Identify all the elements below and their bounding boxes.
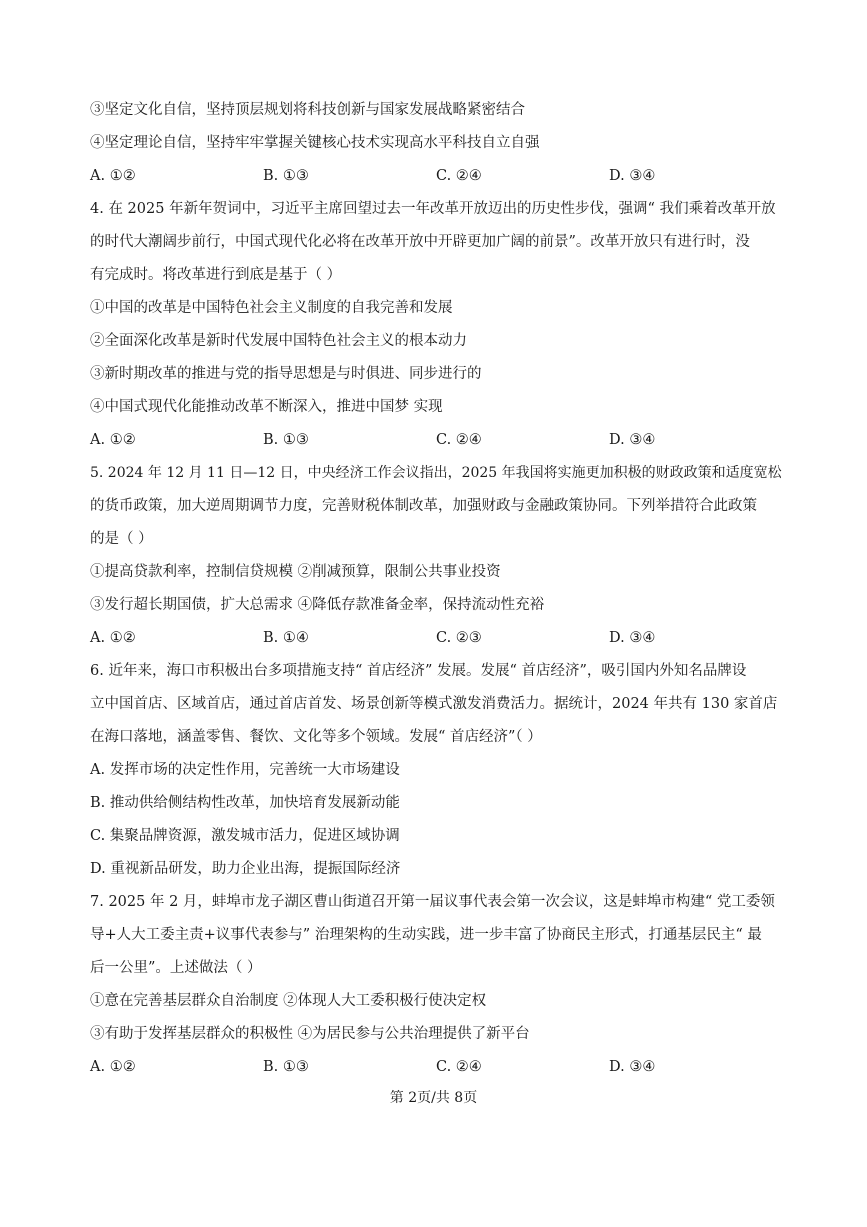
q3-item-4: ④坚定理论自信，坚持牢牢掌握关键核心技术实现高水平科技自立自强 [90, 135, 540, 151]
q7-option-b: B. ①③ [263, 1059, 309, 1075]
q6-choice-c: C. 集聚品牌资源，激发城市活力，促进区域协调 [90, 828, 400, 844]
q5-option-d: D. ③④ [609, 630, 656, 646]
q3-options [90, 166, 790, 186]
q5-items-line-2: ③发行超长期国债，扩大总需求 ④降低存款准备金率，保持流动性充裕 [90, 597, 545, 613]
q4-item-4: ④中国式现代化能推动改革不断深入，推进中国梦 实现 [90, 399, 443, 415]
q4-stem-line-2: 的时代大潮阔步前行，中国式现代化必将在改革开放中开辟更加广阔的前景”。改革开放只有进行时，没 [90, 234, 750, 250]
q6-stem-line-1: 6. 近年来，海口市积极出台多项措施支持“ 首店经济” 发展。发展“ 首店经济”，吸引国内外知名品牌设 [90, 663, 747, 679]
q5-stem-line-1: 5. 2024 年 12 月 11 日—12 日，中央经济工作会议指出，2025 年我国将实施更加积极的财政政策和适度宽松 [90, 465, 782, 481]
q7-stem-line-3: 后一公里”。上述做法（ ） [90, 960, 262, 976]
q7-option-a: A. ①② [90, 1059, 136, 1075]
q3-option-a: A. ①② [90, 168, 136, 184]
q6-choice-d: D. 重视新品研发，助力企业出海，提振国际经济 [90, 861, 401, 877]
page-number: 第 2页/共 8页 [389, 1090, 478, 1106]
q5-items-line-1: ①提高贷款利率，控制信贷规模 ②削减预算，限制公共事业投资 [90, 564, 501, 580]
q3-option-c: C. ②④ [436, 168, 482, 184]
q5-option-b: B. ①④ [263, 630, 309, 646]
q4-option-a: A. ①② [90, 432, 136, 448]
q3-option-b: B. ①③ [263, 168, 309, 184]
q5-option-a: A. ①② [90, 630, 136, 646]
q6-stem-line-2: 立中国首店、区域首店，通过首店首发、场景创新等模式激发消费活力。据统计，2024 年共有 130 家首店 [90, 696, 778, 712]
q7-options [90, 1057, 790, 1077]
q4-stem-line-1: 4. 在 2025 年新年贺词中，习近平主席回望过去一年改革开放迈出的历史性步伐，强调“ 我们乘着改革开放 [90, 201, 776, 217]
q7-option-c: C. ②④ [436, 1059, 482, 1075]
q5-stem-line-2: 的货币政策，加大逆周期调节力度，完善财税体制改革，加强财政与金融政策协同。下列举措符合此政策 [90, 498, 757, 514]
q7-items-line-1: ①意在完善基层群众自治制度 ②体现人大工委积极行使决定权 [90, 993, 487, 1009]
q6-choice-a: A. 发挥市场的决定性作用，完善统一大市场建设 [90, 762, 400, 778]
q4-option-d: D. ③④ [609, 432, 656, 448]
q7-option-d: D. ③④ [609, 1059, 656, 1075]
q4-option-b: B. ①③ [263, 432, 309, 448]
q7-stem-line-2: 导+人大工委主责+议事代表参与” 治理架构的生动实践，进一步丰富了协商民主形式，打通基层民主“ 最 [90, 927, 762, 943]
q4-option-c: C. ②④ [436, 432, 482, 448]
q5-options [90, 628, 790, 648]
q3-option-d: D. ③④ [609, 168, 656, 184]
q6-choice-b: B. 推动供给侧结构性改革，加快培育发展新动能 [90, 795, 400, 811]
q5-stem-line-3: 的是（ ） [90, 531, 153, 547]
q7-items-line-2: ③有助于发挥基层群众的积极性 ④为居民参与公共治理提供了新平台 [90, 1026, 530, 1042]
q4-options [90, 430, 790, 450]
q4-item-3: ③新时期改革的推进与党的指导思想是与时俱进、同步进行的 [90, 366, 482, 382]
q4-item-2: ②全面深化改革是新时代发展中国特色社会主义的根本动力 [90, 333, 467, 349]
q6-stem-line-3: 在海口落地，涵盖零售、餐饮、文化等多个领域。发展“ 首店经济”（ ） [90, 729, 542, 745]
q4-item-1: ①中国的改革是中国特色社会主义制度的自我完善和发展 [90, 300, 453, 316]
q3-item-3: ③坚定文化自信，坚持顶层规划将科技创新与国家发展战略紧密结合 [90, 102, 525, 118]
q7-stem-line-1: 7. 2025 年 2 月，蚌埠市龙子湖区曹山街道召开第一届议事代表会第一次会议，这是蚌埠市构建“ 党工委领 [90, 894, 775, 910]
q5-option-c: C. ②③ [436, 630, 482, 646]
q4-stem-line-3: 有完成时。将改革进行到底是基于（ ） [90, 267, 342, 283]
